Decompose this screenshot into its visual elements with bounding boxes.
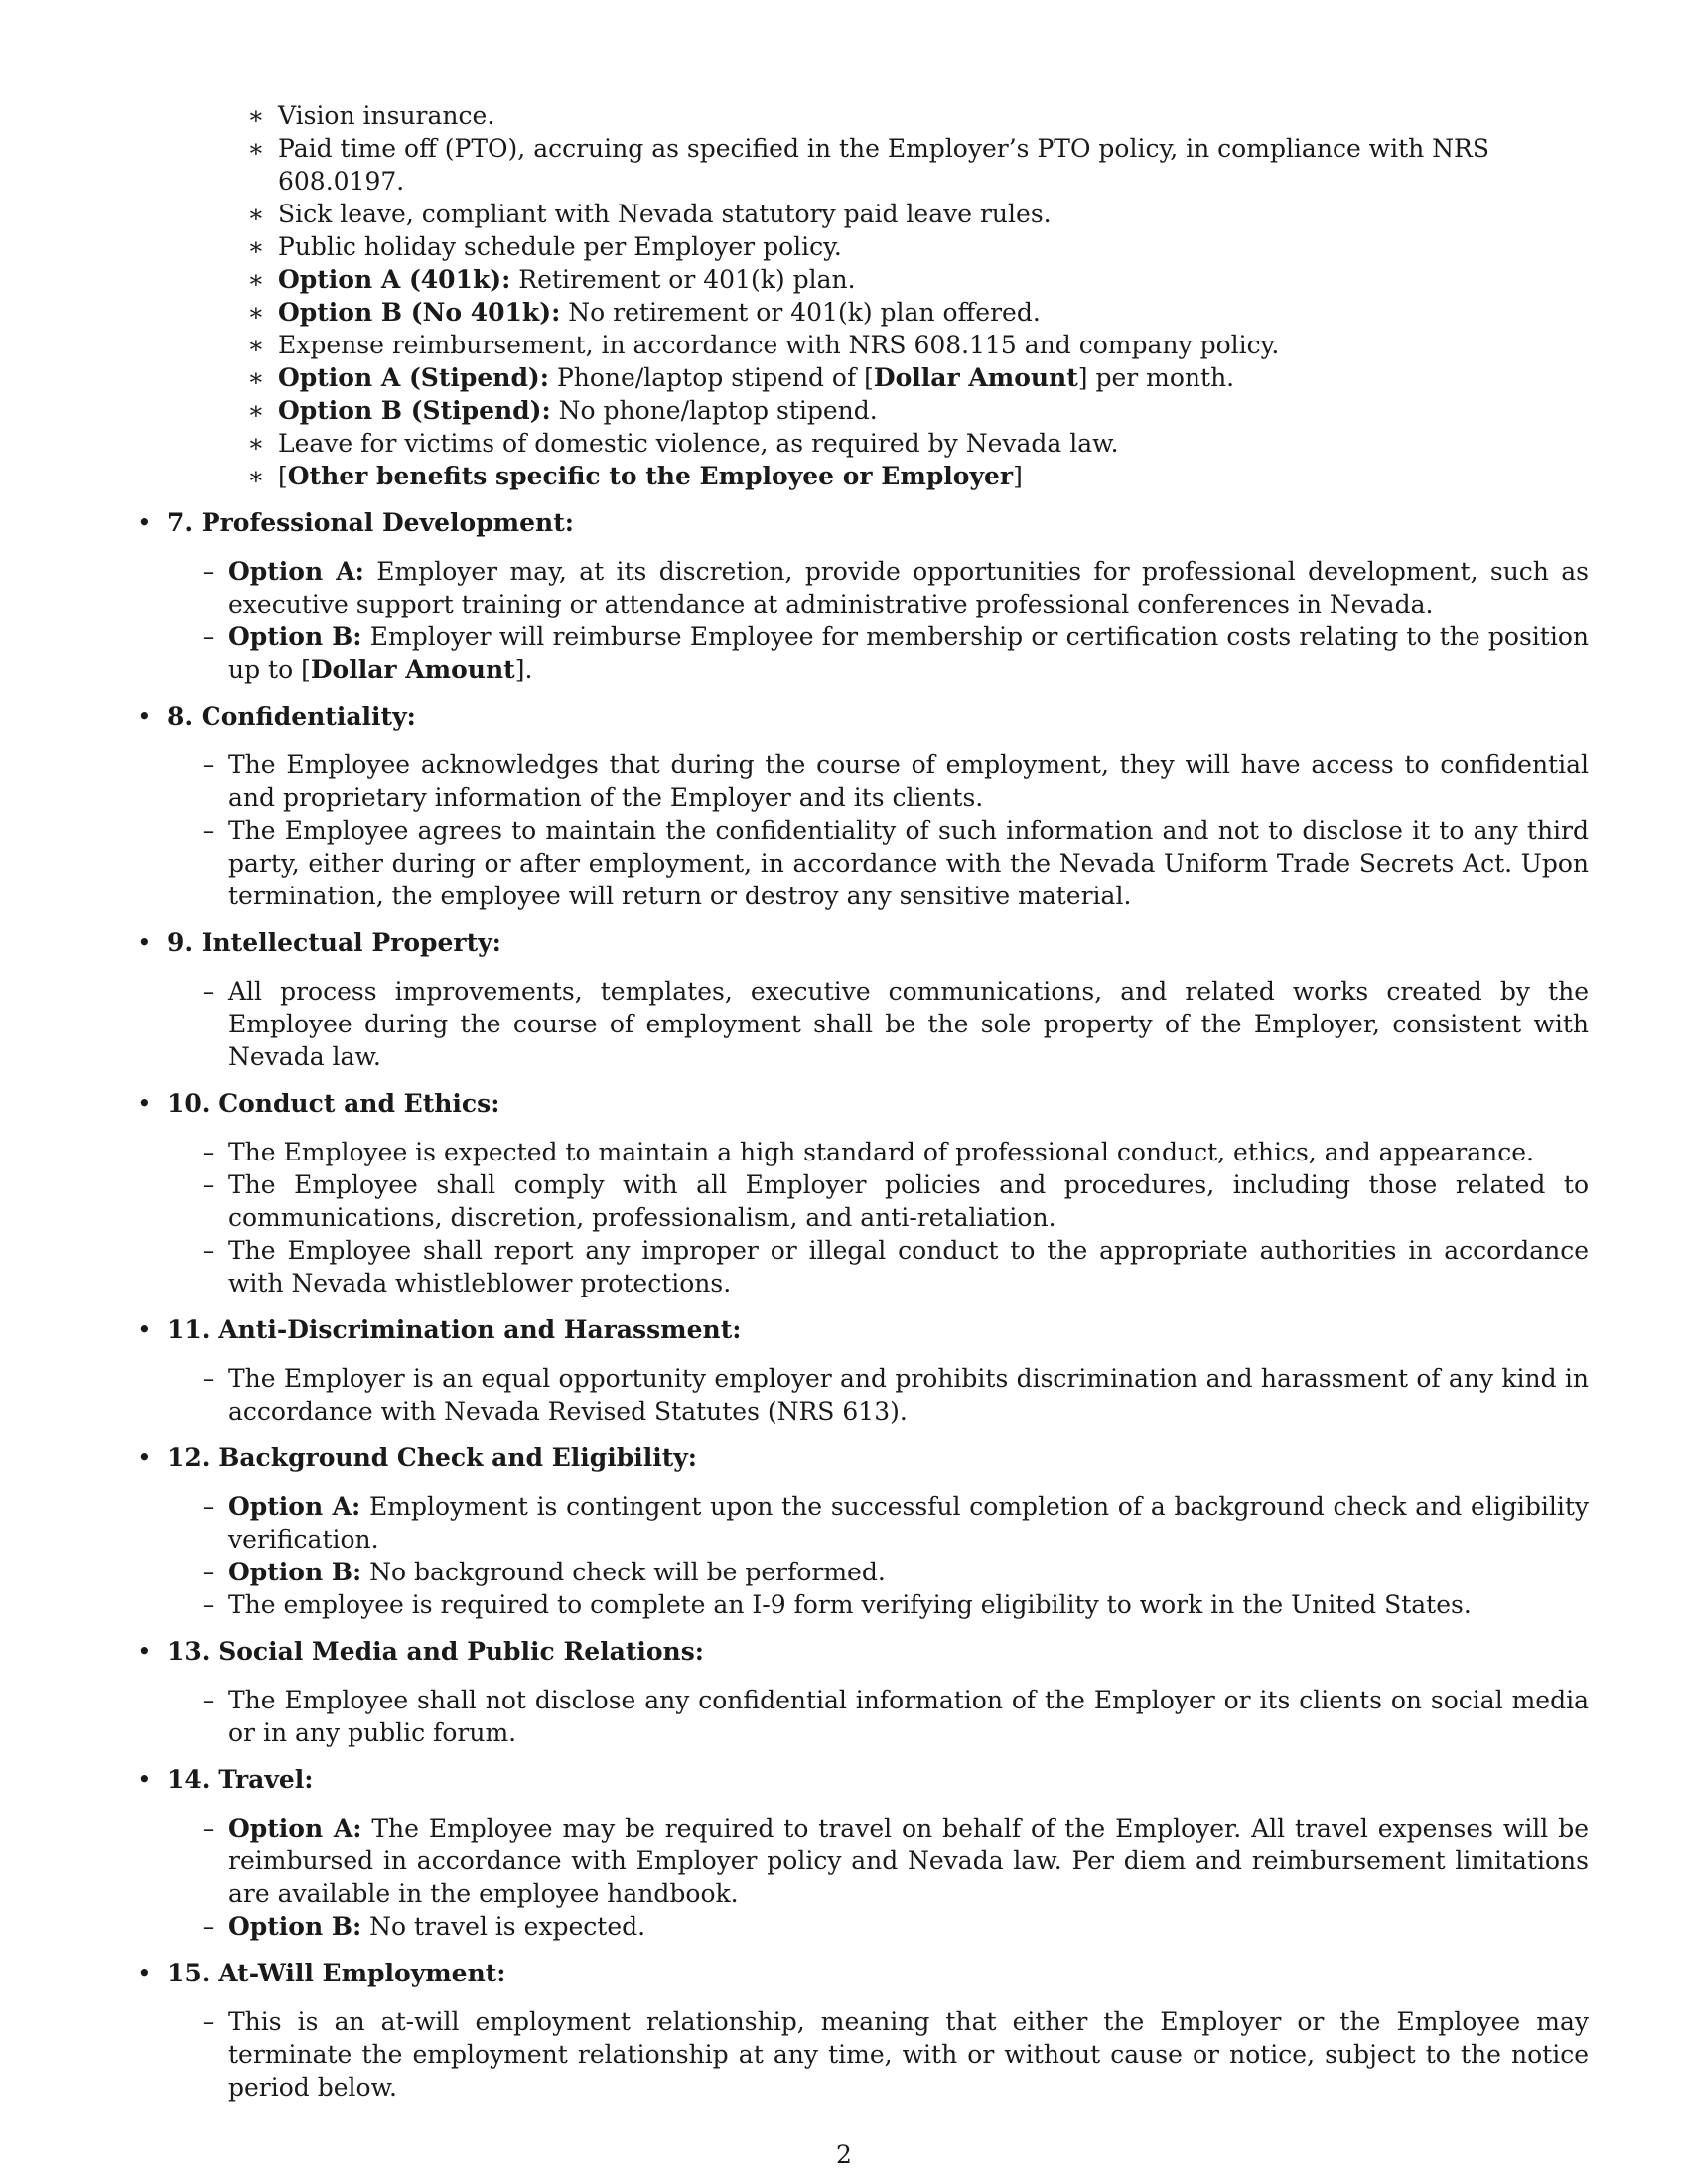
item-text-tail: ]. <box>514 655 533 684</box>
section-item <box>202 749 1589 814</box>
dash-bullet-icon: – <box>202 1686 215 1714</box>
section-heading <box>137 1313 1589 1346</box>
section-items <box>202 1362 1589 1428</box>
section-items <box>202 975 1589 1073</box>
dash-bullet-icon: – <box>202 1912 215 1941</box>
section-heading <box>137 926 1589 959</box>
dash-bullet-icon: – <box>202 1138 215 1166</box>
section <box>137 926 1589 1073</box>
item-text: No travel is expected. <box>361 1912 646 1941</box>
item-text: This is an at-will employment relationship, meaning that either the Employer or the Employee may terminate the employment relationship at any time, with or without cause or notice, subject to the notice period below. <box>228 2007 1589 2102</box>
item-text: The Employee is expected to maintain a high standard of professional conduct, ethics, and appearance. <box>228 1138 1534 1166</box>
item-text: Vision insurance. <box>278 101 495 130</box>
dash-bullet-icon: – <box>202 1814 215 1843</box>
section-item <box>202 1136 1589 1168</box>
item-text: No phone/laptop stipend. <box>550 396 878 425</box>
section-heading <box>137 1763 1589 1796</box>
section <box>137 1957 1589 2104</box>
section-item <box>202 1588 1589 1621</box>
item-text-tail: ] per month. <box>1077 363 1235 392</box>
section-item <box>202 555 1590 620</box>
document-body <box>137 99 1589 2104</box>
dash-bullet-icon: – <box>202 816 215 845</box>
section <box>137 1763 1589 1943</box>
item-text: No background check will be performed. <box>361 1558 886 1586</box>
benefit-item <box>247 427 1589 460</box>
section-heading-text: 7. Professional Development: <box>167 508 574 537</box>
asterisk-bullet-icon: ∗ <box>247 331 265 359</box>
benefit-item <box>247 361 1589 394</box>
item-bold-label: Option A (Stipend): <box>278 363 549 392</box>
benefit-item <box>247 230 1589 263</box>
section-heading <box>137 506 1589 539</box>
section-heading <box>137 1957 1589 1989</box>
round-bullet-icon: • <box>137 1637 152 1666</box>
section-item <box>202 1168 1589 1234</box>
sections-container <box>137 506 1589 2104</box>
dash-bullet-icon: – <box>202 1558 215 1586</box>
item-bold-label: Option A: <box>228 557 364 586</box>
item-text: Employer may, at its discretion, provide opportunities for professional development, such as executive support training or attendance at administrative professional conferences in Nevada. <box>228 557 1590 618</box>
asterisk-bullet-icon: ∗ <box>247 101 265 130</box>
item-text: Retirement or 401(k) plan. <box>510 265 856 294</box>
section <box>137 1313 1589 1428</box>
item-bold-label: Option A: <box>228 1492 361 1521</box>
asterisk-bullet-icon: ∗ <box>247 200 265 228</box>
section <box>137 700 1589 912</box>
item-text: Employment is contingent upon the successful completion of a background check and eligibility verification. <box>228 1492 1590 1554</box>
section-item <box>202 1234 1589 1299</box>
item-text: All process improvements, templates, executive communications, and related works created by the Employee during the course of employment shall be the sole property of the Employer, consistent with Nevada law. <box>228 977 1589 1071</box>
item-text: The employee is required to complete an I-9 form verifying eligibility to work in the United States. <box>228 1590 1472 1619</box>
item-text: Employer will reimburse Employee for membership or certification costs relating to the position up to [ <box>228 622 1590 684</box>
item-text: The Employee shall comply with all Employer policies and procedures, including those related to communications, discretion, professionalism, and anti-retaliation. <box>228 1170 1589 1232</box>
item-text: The Employee acknowledges that during the course of employment, they will have access to confidential and proprietary information of the Employer and its clients. <box>228 751 1589 812</box>
section-items <box>202 749 1589 912</box>
section-item <box>202 1910 1589 1943</box>
round-bullet-icon: • <box>137 1089 152 1118</box>
benefit-item <box>247 132 1589 198</box>
round-bullet-icon: • <box>137 1443 152 1472</box>
benefit-item <box>247 329 1589 361</box>
benefit-item <box>247 198 1589 230</box>
item-bold-placeholder: Other benefits specific to the Employee or Employer <box>287 462 1014 490</box>
section-items <box>202 1684 1589 1749</box>
section-items <box>202 2005 1589 2104</box>
section-heading <box>137 1441 1589 1474</box>
section-heading <box>137 1635 1589 1668</box>
asterisk-bullet-icon: ∗ <box>247 298 265 327</box>
dash-bullet-icon: – <box>202 622 215 651</box>
section-item <box>202 1684 1589 1749</box>
item-text: The Employee may be required to travel on behalf of the Employer. All travel expenses will be reimbursed in accordance with Employer policy and Nevada law. Per diem and reimbursement limitations are available in the employee handbook. <box>228 1814 1590 1908</box>
asterisk-bullet-icon: ∗ <box>247 265 265 294</box>
dash-bullet-icon: – <box>202 1364 215 1393</box>
section-items <box>202 555 1590 686</box>
item-text: Phone/laptop stipend of [ <box>549 363 874 392</box>
benefit-item <box>247 296 1589 329</box>
round-bullet-icon: • <box>137 928 152 957</box>
item-text: Leave for victims of domestic violence, as required by Nevada law. <box>278 429 1119 458</box>
item-text: The Employee shall not disclose any confidential information of the Employer or its clients on social media or in any public forum. <box>228 1686 1589 1747</box>
dash-bullet-icon: – <box>202 977 215 1006</box>
section-item <box>202 975 1589 1073</box>
item-bold-label: Option A (401k): <box>278 265 511 294</box>
dash-bullet-icon: – <box>202 1492 215 1521</box>
section-item <box>202 1362 1589 1428</box>
dash-bullet-icon: – <box>202 1590 215 1619</box>
dash-bullet-icon: – <box>202 2007 215 2036</box>
section-heading-text: 13. Social Media and Public Relations: <box>167 1637 705 1666</box>
item-text: Paid time off (PTO), accruing as specified in the Employer’s PTO policy, in compliance with NRS 608.0197. <box>278 134 1489 196</box>
section <box>137 1441 1589 1621</box>
section-items <box>202 1490 1590 1621</box>
section-item <box>202 1812 1590 1910</box>
item-text: The Employee shall report any improper or illegal conduct to the appropriate authorities in accordance with Nevada whistleblower protections. <box>228 1236 1589 1297</box>
section-item <box>202 620 1590 686</box>
item-bold-label: Option B: <box>228 1558 362 1586</box>
section-heading <box>137 1087 1589 1120</box>
item-text-tail: ] <box>1013 462 1023 490</box>
section-heading-text: 12. Background Check and Eligibility: <box>167 1443 698 1472</box>
item-text: The Employer is an equal opportunity employer and prohibits discrimination and harassment of any kind in accordance with Nevada Revised Statutes (NRS 613). <box>228 1364 1589 1426</box>
item-bold-label: Option B (Stipend): <box>278 396 551 425</box>
round-bullet-icon: • <box>137 1315 152 1344</box>
item-bold-label: Option B: <box>228 622 362 651</box>
item-text: Sick leave, compliant with Nevada statutory paid leave rules. <box>278 200 1052 228</box>
item-bold-placeholder: Dollar Amount <box>310 655 515 684</box>
round-bullet-icon: • <box>137 702 152 731</box>
section-heading-text: 9. Intellectual Property: <box>167 928 501 957</box>
dash-bullet-icon: – <box>202 557 215 586</box>
benefits-list <box>247 99 1589 492</box>
section-heading-text: 10. Conduct and Ethics: <box>167 1089 500 1118</box>
item-text: [ <box>278 462 288 490</box>
section-items <box>202 1136 1589 1299</box>
section-heading-text: 11. Anti-Discrimination and Harassment: <box>167 1315 742 1344</box>
section-item <box>202 1490 1590 1556</box>
section <box>137 1635 1589 1749</box>
round-bullet-icon: • <box>137 1959 152 1987</box>
dash-bullet-icon: – <box>202 1236 215 1265</box>
benefit-item <box>247 460 1589 492</box>
asterisk-bullet-icon: ∗ <box>247 232 265 261</box>
section-item <box>202 814 1589 912</box>
benefit-item <box>247 99 1589 132</box>
section-heading-text: 14. Travel: <box>167 1765 314 1794</box>
item-bold-label: Option B (No 401k): <box>278 298 561 327</box>
item-bold-placeholder: Dollar Amount <box>873 363 1078 392</box>
section-heading-text: 15. At-Will Employment: <box>167 1959 506 1987</box>
round-bullet-icon: • <box>137 508 152 537</box>
dash-bullet-icon: – <box>202 1170 215 1199</box>
section <box>137 1087 1589 1299</box>
section-heading <box>137 700 1589 733</box>
section-item <box>202 2005 1589 2104</box>
benefit-item <box>247 394 1589 427</box>
item-text: The Employee agrees to maintain the confidentiality of such information and not to disclose it to any third party, either during or after employment, in accordance with the Nevada Uniform Trade Secrets Act. Upon termination, the employee will return or destroy any sensitive material. <box>228 816 1589 910</box>
asterisk-bullet-icon: ∗ <box>247 462 265 490</box>
dash-bullet-icon: – <box>202 751 215 779</box>
round-bullet-icon: • <box>137 1765 152 1794</box>
section-items <box>202 1812 1590 1943</box>
benefit-item <box>247 263 1589 296</box>
asterisk-bullet-icon: ∗ <box>247 363 265 392</box>
asterisk-bullet-icon: ∗ <box>247 396 265 425</box>
page-number: 2 <box>836 2140 852 2169</box>
item-bold-label: Option A: <box>228 1814 362 1843</box>
item-text: Expense reimbursement, in accordance with NRS 608.115 and company policy. <box>278 331 1280 359</box>
item-text: Public holiday schedule per Employer policy. <box>278 232 842 261</box>
asterisk-bullet-icon: ∗ <box>247 429 265 458</box>
asterisk-bullet-icon: ∗ <box>247 134 265 163</box>
item-text: No retirement or 401(k) plan offered. <box>560 298 1041 327</box>
item-bold-label: Option B: <box>228 1912 362 1941</box>
section <box>137 506 1589 686</box>
section-item <box>202 1556 1589 1588</box>
section-heading-text: 8. Confidentiality: <box>167 702 416 731</box>
